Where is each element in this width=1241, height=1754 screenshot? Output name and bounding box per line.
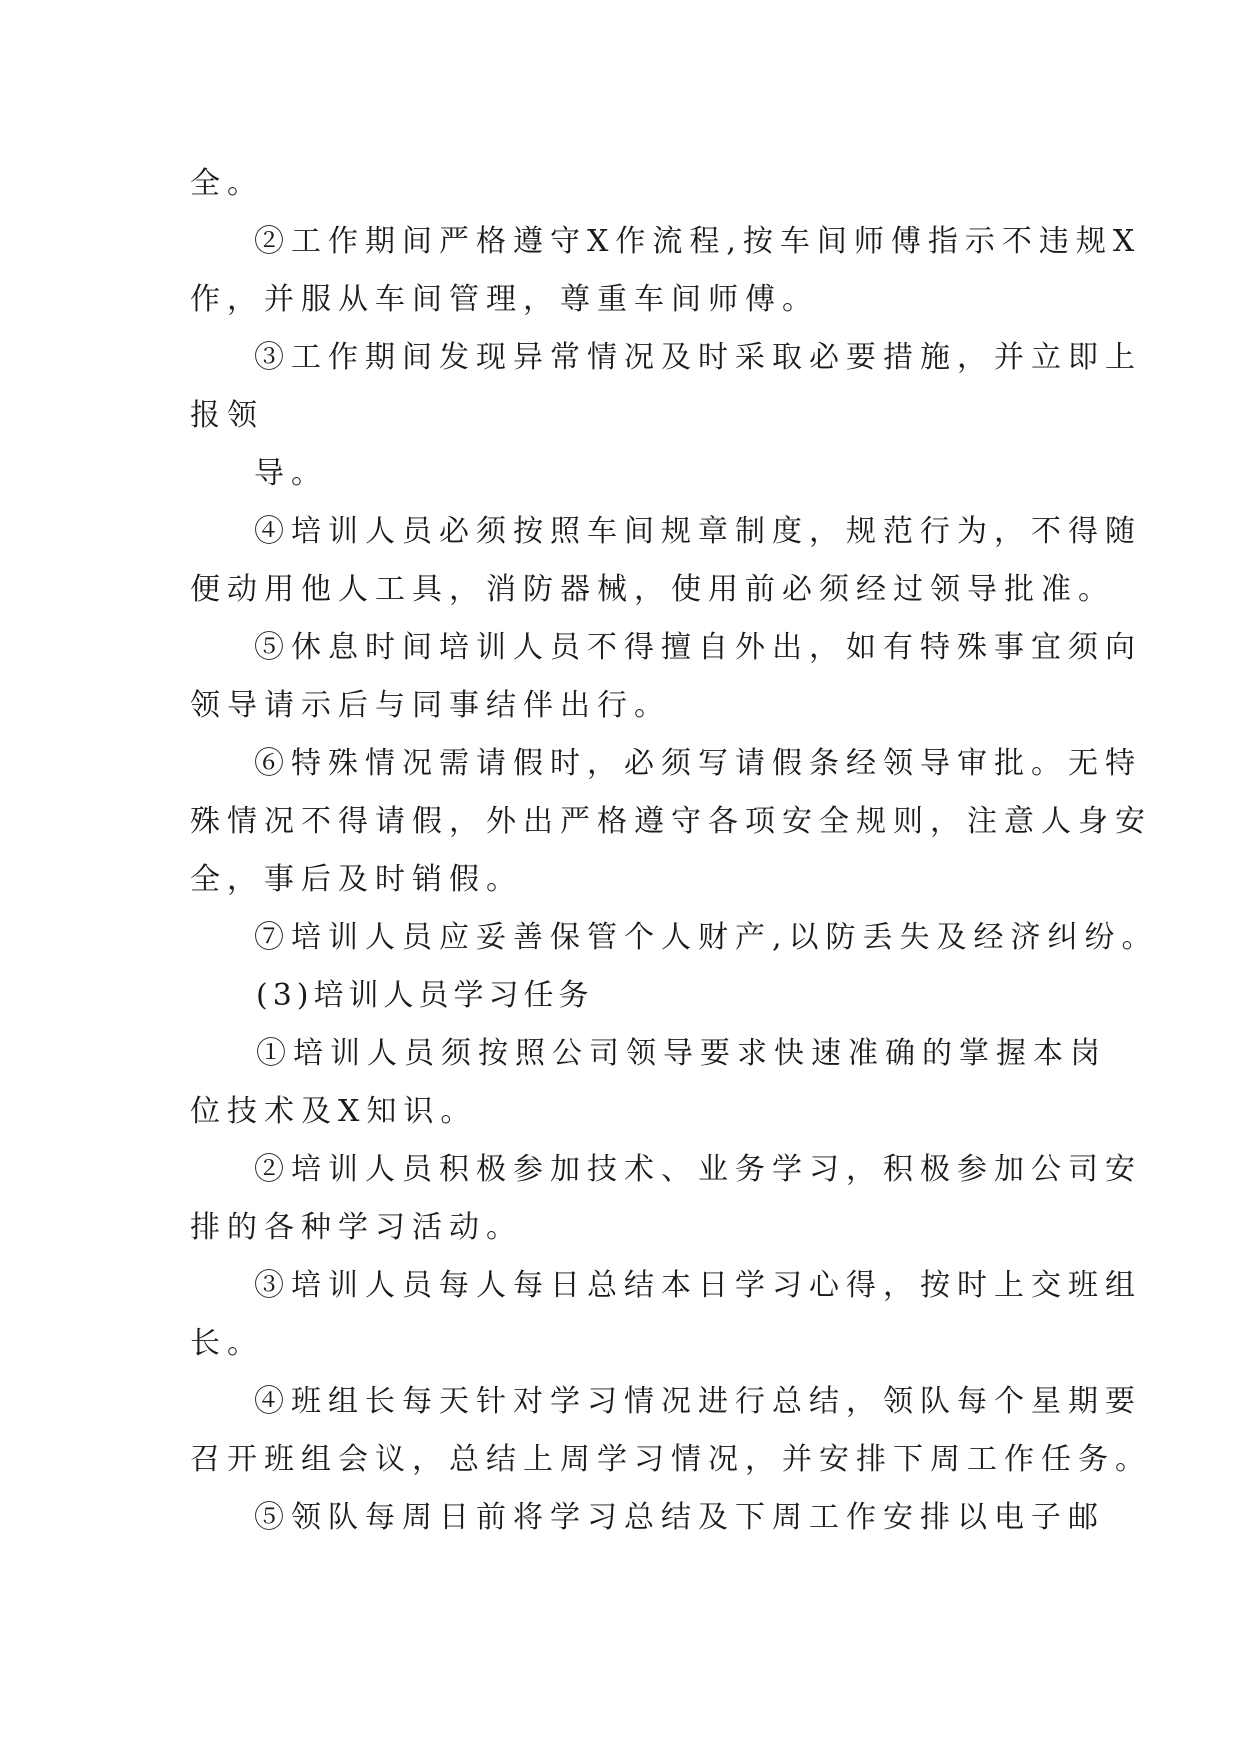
text-line: 位技术及X知识。	[190, 1094, 478, 1129]
text-line: 作，并服从车间管理，尊重车间师傅。	[190, 282, 819, 317]
text-line: 排的各种学习活动。	[190, 1210, 523, 1245]
text-line: ⑦培训人员应妥善保管个人财产,以防丢失及经济纠纷。	[254, 920, 1159, 955]
text-line: ⑤休息时间培训人员不得擅自外出，如有特殊事宜须向	[254, 630, 1142, 665]
section-heading: (3)培训人员学习任务	[256, 978, 594, 1013]
text-line: 报领	[190, 398, 264, 433]
text-line: 全。	[190, 166, 264, 201]
text-line: ⑥特殊情况需请假时，必须写请假条经领导审批。无特	[254, 746, 1142, 781]
text-line: ①培训人员须按照公司领导要求快速准确的掌握本岗	[256, 1036, 1107, 1071]
text-line: 召开班组会议，总结上周学习情况，并安排下周工作任务。	[190, 1442, 1152, 1477]
text-line: ⑤领队每周日前将学习总结及下周工作安排以电子邮	[254, 1500, 1105, 1535]
text-line: ③培训人员每人每日总结本日学习心得，按时上交班组	[254, 1268, 1142, 1303]
text-line: 便动用他人工具，消防器械，使用前必须经过领导批准。	[190, 572, 1115, 607]
text-line: ②培训人员积极参加技术、业务学习，积极参加公司安	[254, 1152, 1142, 1187]
text-line: 领导请示后与同事结伴出行。	[190, 688, 671, 723]
text-line: ④培训人员必须按照车间规章制度，规范行为，不得随	[254, 514, 1142, 549]
text-line: 殊情况不得请假，外出严格遵守各项安全规则，注意人身安	[190, 804, 1152, 839]
text-line: ④班组长每天针对学习情况进行总结，领队每个星期要	[254, 1384, 1142, 1419]
text-line: 全，事后及时销假。	[190, 862, 523, 897]
text-line: 长。	[190, 1326, 264, 1361]
text-line: 导。	[254, 456, 328, 491]
text-line: ②工作期间严格遵守X作流程,按车间师傅指示不违规X	[254, 224, 1142, 259]
text-line: ③工作期间发现异常情况及时采取必要措施，并立即上	[254, 340, 1142, 375]
